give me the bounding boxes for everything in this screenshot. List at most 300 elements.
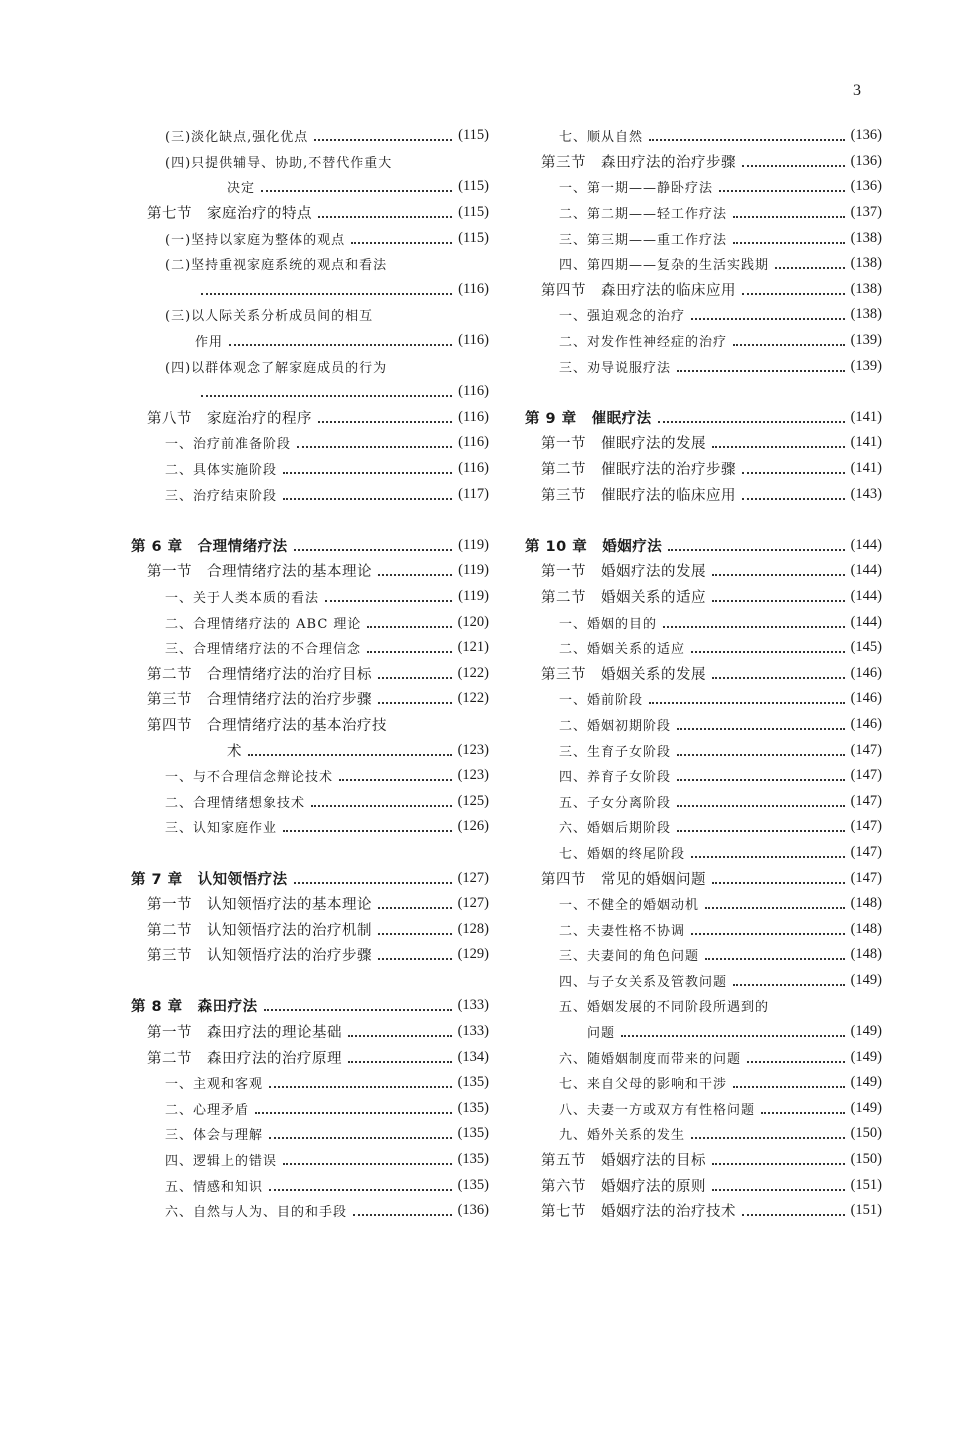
toc-item-entry [525, 302, 882, 328]
toc-entry-title: 作用 [195, 335, 224, 351]
toc-entry-page: (141) [850, 408, 882, 425]
dot-leader [742, 471, 845, 474]
dot-leader [677, 369, 845, 372]
toc-entry-page: (144) [850, 587, 882, 604]
dot-leader [691, 650, 845, 653]
toc-item-entry [525, 712, 882, 738]
dot-leader [658, 420, 845, 423]
toc-entry-title: 三、合理情绪疗法的不合理信念 [165, 642, 362, 658]
toc-section-entry [525, 149, 882, 175]
dot-leader [283, 1162, 452, 1165]
dot-leader [297, 445, 452, 448]
toc-section-entry [131, 916, 489, 942]
toc-item-entry [525, 763, 882, 789]
toc-entry-title: 一、主观和客观 [165, 1077, 264, 1093]
toc-entry-page: (149) [850, 1074, 882, 1091]
dot-leader [269, 1085, 452, 1088]
dot-leader [733, 343, 845, 346]
dot-leader [314, 138, 452, 141]
toc-entry-title: 问题 [587, 1026, 616, 1042]
toc-entry-title: 二、第二期——轻工作疗法 [559, 207, 728, 223]
toc-entry-page: (125) [457, 792, 489, 809]
toc-section-entry [525, 456, 882, 482]
toc-item-entry [525, 1019, 882, 1045]
toc-entry-page: (146) [850, 715, 882, 732]
toc-entry-page: (133) [457, 1023, 489, 1040]
dot-leader [677, 727, 845, 730]
toc-section-entry [131, 405, 489, 431]
dot-leader [283, 829, 452, 832]
dot-leader [378, 932, 452, 935]
toc-entry-title: 一、不健全的婚姻动机 [559, 898, 700, 914]
toc-entry-title: 第四节 森田疗法的临床应用 [541, 282, 736, 299]
toc-item-entry [131, 1198, 489, 1224]
toc-section-entry [525, 430, 882, 456]
toc-entry-title: 一、婚姻的目的 [559, 616, 658, 632]
toc-item-entry [131, 1096, 489, 1122]
toc-section-entry [525, 558, 882, 584]
toc-item-entry [131, 1172, 489, 1198]
toc-item-entry [131, 302, 489, 328]
toc-entry-title: 四、逻辑上的错误 [165, 1154, 278, 1170]
dot-leader [339, 778, 452, 781]
toc-item-entry [131, 251, 489, 277]
dot-leader [294, 881, 452, 884]
toc-entry-title: 第一节 婚姻疗法的发展 [541, 564, 706, 581]
toc-entry-page: (115) [458, 204, 489, 221]
toc-entry-page: (136) [850, 152, 882, 169]
toc-entry-title: 第二节 森田疗法的治疗原理 [147, 1050, 342, 1067]
toc-entry-page: (135) [457, 1125, 489, 1142]
toc-entry-page: (136) [457, 1202, 489, 1219]
toc-item-entry [525, 123, 882, 149]
toc-entry-page: (119) [458, 587, 489, 604]
dot-leader [677, 804, 845, 807]
dot-leader [742, 497, 845, 500]
dot-leader [649, 138, 845, 141]
toc-entry-page: (116) [458, 460, 489, 477]
toc-entry-page: (144) [850, 562, 882, 579]
toc-entry-page: (138) [850, 229, 882, 246]
dot-leader [318, 215, 452, 218]
toc-spacer [131, 840, 489, 866]
toc-entry-title: 二、具体实施阶段 [165, 463, 278, 479]
toc-entry-title: 第六节 婚姻疗法的原则 [541, 1178, 706, 1195]
toc-entry-page: (135) [457, 1099, 489, 1116]
toc-entry-title: 第三节 合理情绪疗法的治疗步骤 [147, 692, 372, 709]
toc-item-entry [525, 686, 882, 712]
dot-leader [621, 1034, 845, 1037]
toc-entry-page: (134) [457, 1048, 489, 1065]
toc-entry-page: (116) [458, 332, 489, 349]
dot-leader [712, 573, 845, 576]
toc-entry-title: 一、第一期——静卧疗法 [559, 181, 714, 197]
toc-item-entry [525, 174, 882, 200]
dot-leader [255, 1111, 452, 1114]
toc-entry-page: (119) [458, 562, 489, 579]
toc-entry-page: (135) [457, 1074, 489, 1091]
dot-leader [283, 471, 452, 474]
toc-entry-page: (139) [850, 357, 882, 374]
toc-entry-title: 第二节 催眠疗法的治疗步骤 [541, 462, 736, 479]
toc-item-entry [131, 481, 489, 507]
toc-spacer [525, 507, 882, 533]
toc-entry-title: (四)以群体观念了解家庭成员的行为 [165, 360, 388, 376]
dot-leader [269, 1136, 452, 1139]
toc-entry-page: (123) [457, 767, 489, 784]
dot-leader [649, 701, 845, 704]
toc-entry-title: 第三节 催眠疗法的临床应用 [541, 487, 736, 504]
toc-entry-title: 一、强迫观念的治疗 [559, 309, 686, 325]
toc-entry-title: 八、夫妻一方或双方有性格问题 [559, 1102, 756, 1118]
dot-leader [742, 292, 845, 295]
dot-leader [761, 1111, 845, 1114]
toc-section-entry [525, 1172, 882, 1198]
toc-entry-page: (129) [457, 946, 489, 963]
toc-item-entry [131, 379, 489, 405]
toc-section-entry [131, 891, 489, 917]
toc-section-entry [131, 712, 489, 738]
dot-leader [294, 548, 452, 551]
toc-item-entry [525, 891, 882, 917]
toc-entry-page: (141) [850, 434, 882, 451]
dot-leader [719, 189, 845, 192]
toc-entry-title: 五、情感和知识 [165, 1179, 264, 1195]
toc-entry-page: (143) [850, 485, 882, 502]
dot-leader [378, 573, 452, 576]
dot-leader [712, 881, 845, 884]
toc-item-entry [525, 1044, 882, 1070]
toc-entry-page: (147) [850, 792, 882, 809]
dot-leader [261, 189, 452, 192]
toc-entry-page: (148) [850, 920, 882, 937]
toc-entry-title: 第 10 章 婚姻疗法 [525, 538, 663, 555]
toc-entry-page: (127) [457, 895, 489, 912]
toc-entry-title: 七、婚姻的终尾阶段 [559, 846, 686, 862]
toc-entry-title: 第三节 婚姻关系的发展 [541, 666, 706, 683]
toc-entry-page: (127) [457, 869, 489, 886]
toc-item-entry [131, 456, 489, 482]
toc-entry-page: (147) [850, 818, 882, 835]
toc-entry-title: 第三节 森田疗法的治疗步骤 [541, 154, 736, 171]
toc-entry-page: (117) [458, 485, 489, 502]
toc-entry-page: (138) [850, 306, 882, 323]
toc-item-entry [131, 609, 489, 635]
toc-entry-page: (116) [458, 408, 489, 425]
toc-entry-title: 四、与子女关系及管教问题 [559, 974, 728, 990]
toc-entry-title: 二、婚姻初期阶段 [559, 718, 672, 734]
page-number: 3 [853, 82, 861, 99]
toc-item-entry [131, 430, 489, 456]
toc-entry-page: (121) [457, 639, 489, 656]
toc-section-entry [131, 1019, 489, 1045]
toc-chapter-entry [525, 405, 882, 431]
toc-entry-title: 二、合理情绪疗法的 ABC 理论 [165, 616, 362, 632]
toc-entry-title: 第二节 认知领悟疗法的治疗机制 [147, 922, 372, 939]
toc-entry-title: 第 7 章 认知领悟疗法 [131, 871, 288, 888]
dot-leader [691, 855, 845, 858]
toc-entry-page: (115) [458, 229, 489, 246]
toc-section-entry [131, 686, 489, 712]
toc-entry-page: (138) [850, 255, 882, 272]
toc-entry-title: 第四节 合理情绪疗法的基本治疗技 [147, 717, 387, 734]
dot-leader [325, 599, 452, 602]
toc-spacer [131, 507, 489, 533]
toc-entry-page: (144) [850, 536, 882, 553]
dot-leader [733, 215, 845, 218]
dot-leader [712, 599, 845, 602]
toc-item-entry [525, 737, 882, 763]
toc-entry-title: 三、夫妻间的角色问题 [559, 949, 700, 965]
toc-section-entry [131, 942, 489, 968]
toc-item-entry [525, 1121, 882, 1147]
dot-leader [712, 445, 845, 448]
dot-leader [378, 957, 452, 960]
dot-leader [283, 497, 452, 500]
toc-entry-title: (一)坚持以家庭为整体的观点 [165, 232, 346, 248]
toc-entry-title: 决定 [227, 181, 256, 197]
toc-entry-title: 术 [227, 743, 242, 760]
toc-entry-title: 二、婚姻关系的适应 [559, 642, 686, 658]
dot-leader [311, 804, 452, 807]
toc-entry-page: (145) [850, 639, 882, 656]
toc-section-entry [525, 481, 882, 507]
toc-item-entry [525, 916, 882, 942]
toc-entry-title: 第二节 合理情绪疗法的治疗目标 [147, 666, 372, 683]
toc-item-entry [131, 174, 489, 200]
toc-entry-title: (二)坚持重视家庭系统的观点和看法 [165, 258, 388, 274]
toc-section-entry [131, 1044, 489, 1070]
dot-leader [733, 241, 845, 244]
toc-entry-title: 第八节 家庭治疗的程序 [147, 410, 312, 427]
toc-section-entry [131, 737, 489, 763]
toc-entry-page: (141) [850, 460, 882, 477]
dot-leader [712, 1188, 845, 1191]
toc-item-entry [131, 635, 489, 661]
toc-entry-title: 第 9 章 催眠疗法 [525, 410, 652, 427]
toc-entry-title: 第 6 章 合理情绪疗法 [131, 538, 288, 555]
toc-item-entry [525, 968, 882, 994]
dot-leader [378, 906, 452, 909]
toc-chapter-entry [131, 533, 489, 559]
toc-entry-page: (116) [458, 280, 489, 297]
toc-entry-title: 第一节 合理情绪疗法的基本理论 [147, 564, 372, 581]
toc-entry-page: (120) [457, 613, 489, 630]
dot-leader [742, 164, 845, 167]
toc-entry-page: (150) [850, 1125, 882, 1142]
toc-entry-page: (139) [850, 332, 882, 349]
toc-item-entry [525, 609, 882, 635]
toc-item-entry [525, 840, 882, 866]
dot-leader [691, 1136, 845, 1139]
toc-entry-title: 三、生育子女阶段 [559, 744, 672, 760]
toc-item-entry [131, 123, 489, 149]
toc-item-entry [131, 277, 489, 303]
toc-entry-title: 第 8 章 森田疗法 [131, 999, 258, 1016]
toc-left-column [131, 123, 489, 1224]
dot-leader [318, 420, 452, 423]
toc-entry-title: 七、顺从自然 [559, 130, 644, 146]
toc-entry-title: 第三节 认知领悟疗法的治疗步骤 [147, 948, 372, 965]
toc-entry-page: (115) [458, 178, 489, 195]
dot-leader [742, 1213, 845, 1216]
toc-entry-title: 第七节 家庭治疗的特点 [147, 206, 312, 223]
toc-entry-title: 五、婚姻发展的不同阶段所遇到的 [559, 1000, 770, 1016]
toc-item-entry [131, 763, 489, 789]
dot-leader [264, 1008, 452, 1011]
dot-leader [378, 701, 452, 704]
toc-entry-title: 三、体会与理解 [165, 1128, 264, 1144]
toc-section-entry [131, 200, 489, 226]
toc-item-entry [525, 225, 882, 251]
toc-section-entry [525, 1147, 882, 1173]
toc-item-entry [525, 942, 882, 968]
toc-right-column [525, 123, 882, 1224]
toc-item-entry [525, 993, 882, 1019]
dot-leader [747, 1060, 845, 1063]
toc-entry-title: 第一节 森田疗法的理论基础 [147, 1025, 342, 1042]
toc-item-entry [131, 1121, 489, 1147]
dot-leader [367, 650, 452, 653]
toc-entry-title: 一、与不合理信念辩论技术 [165, 770, 334, 786]
toc-entry-title: 六、随婚姻制度而带来的问题 [559, 1051, 742, 1067]
toc-item-entry [131, 149, 489, 175]
toc-section-entry [131, 660, 489, 686]
toc-entry-title: 六、自然与人为、目的和手段 [165, 1205, 348, 1221]
toc-entry-page: (149) [850, 1048, 882, 1065]
toc-section-entry [525, 277, 882, 303]
toc-item-entry [131, 225, 489, 251]
toc-item-entry [131, 328, 489, 354]
dot-leader [775, 266, 845, 269]
toc-item-entry [131, 814, 489, 840]
toc-entry-page: (147) [850, 741, 882, 758]
toc-entry-page: (115) [458, 127, 489, 144]
toc-item-entry [131, 584, 489, 610]
dot-leader [677, 829, 845, 832]
toc-section-entry [525, 660, 882, 686]
toc-entry-page: (146) [850, 690, 882, 707]
toc-entry-title: 第一节 催眠疗法的发展 [541, 436, 706, 453]
toc-entry-title: 三、治疗结束阶段 [165, 488, 278, 504]
dot-leader [201, 292, 452, 295]
toc-entry-title: 四、第四期——复杂的生活实践期 [559, 258, 770, 274]
toc-entry-page: (151) [850, 1176, 882, 1193]
toc-spacer [525, 379, 882, 405]
toc-section-entry [525, 1198, 882, 1224]
toc-entry-page: (148) [850, 946, 882, 963]
toc-chapter-entry [131, 865, 489, 891]
toc-entry-page: (122) [457, 664, 489, 681]
dot-leader [677, 753, 845, 756]
toc-item-entry [525, 328, 882, 354]
toc-entry-title: 二、对发作性神经症的治疗 [559, 335, 728, 351]
toc-entry-title: 第七节 婚姻疗法的治疗技术 [541, 1204, 736, 1221]
toc-item-entry [525, 251, 882, 277]
toc-entry-page: (128) [457, 920, 489, 937]
toc-entry-page: (116) [458, 434, 489, 451]
toc-entry-page: (149) [850, 1099, 882, 1116]
dot-leader [705, 957, 845, 960]
dot-leader [663, 625, 845, 628]
toc-chapter-entry [131, 993, 489, 1019]
toc-entry-title: 三、第三期——重工作疗法 [559, 232, 728, 248]
toc-entry-title: 第一节 认知领悟疗法的基本理论 [147, 897, 372, 914]
toc-entry-page: (147) [850, 843, 882, 860]
toc-item-entry [131, 353, 489, 379]
toc-section-entry [131, 558, 489, 584]
dot-leader [705, 906, 845, 909]
dot-leader [668, 548, 844, 551]
toc-entry-title: 九、婚外关系的发生 [559, 1128, 686, 1144]
toc-entry-page: (150) [850, 1151, 882, 1168]
dot-leader [733, 983, 845, 986]
toc-chapter-entry [525, 533, 882, 559]
toc-entry-page: (151) [850, 1202, 882, 1219]
dot-leader [712, 1162, 845, 1165]
toc-entry-page: (123) [457, 741, 489, 758]
toc-spacer [131, 968, 489, 994]
toc-entry-page: (119) [458, 536, 489, 553]
toc-entry-title: 第四节 常见的婚姻问题 [541, 871, 706, 888]
toc-section-entry [525, 865, 882, 891]
toc-entry-page: (116) [458, 383, 489, 400]
toc-entry-page: (147) [850, 869, 882, 886]
toc-entry-page: (137) [850, 204, 882, 221]
dot-leader [367, 625, 451, 628]
toc-item-entry [525, 200, 882, 226]
toc-item-entry [525, 814, 882, 840]
dot-leader [248, 753, 452, 756]
toc-entry-title: 三、认知家庭作业 [165, 821, 278, 837]
toc-entry-page: (149) [850, 971, 882, 988]
toc-entry-title: 六、婚姻后期阶段 [559, 821, 672, 837]
toc-entry-title: 二、合理情绪想象技术 [165, 795, 306, 811]
dot-leader [733, 1085, 845, 1088]
toc-entry-page: (133) [457, 997, 489, 1014]
toc-entry-page: (138) [850, 280, 882, 297]
toc-entry-title: 一、关于人类本质的看法 [165, 590, 320, 606]
toc-entry-title: (三)淡化缺点,强化优点 [165, 130, 309, 146]
dot-leader [353, 1213, 452, 1216]
toc-entry-page: (144) [850, 613, 882, 630]
toc-entry-title: 第二节 婚姻关系的适应 [541, 589, 706, 606]
toc-item-entry [525, 1070, 882, 1096]
toc-entry-title: 三、劝导说服疗法 [559, 360, 672, 376]
toc-entry-page: (136) [850, 178, 882, 195]
toc-entry-title: 二、心理矛盾 [165, 1102, 250, 1118]
toc-entry-page: (149) [850, 1023, 882, 1040]
toc-item-entry [525, 353, 882, 379]
toc-entry-page: (122) [457, 690, 489, 707]
toc-item-entry [131, 788, 489, 814]
toc-entry-title: 第五节 婚姻疗法的目标 [541, 1153, 706, 1170]
toc-item-entry [131, 1147, 489, 1173]
toc-item-entry [525, 1096, 882, 1122]
toc-entry-title: 一、治疗前准备阶段 [165, 437, 292, 453]
toc-entry-title: 五、子女分离阶段 [559, 795, 672, 811]
toc-item-entry [131, 1070, 489, 1096]
dot-leader [269, 1188, 452, 1191]
toc-entry-page: (147) [850, 767, 882, 784]
toc-entry-page: (148) [850, 895, 882, 912]
toc-entry-title: 二、夫妻性格不协调 [559, 923, 686, 939]
toc-entry-page: (126) [457, 818, 489, 835]
dot-leader [229, 343, 452, 346]
dot-leader [677, 778, 845, 781]
toc-entry-page: (146) [850, 664, 882, 681]
toc-entry-title: (四)只提供辅导、协助,不替代作重大 [165, 155, 393, 171]
